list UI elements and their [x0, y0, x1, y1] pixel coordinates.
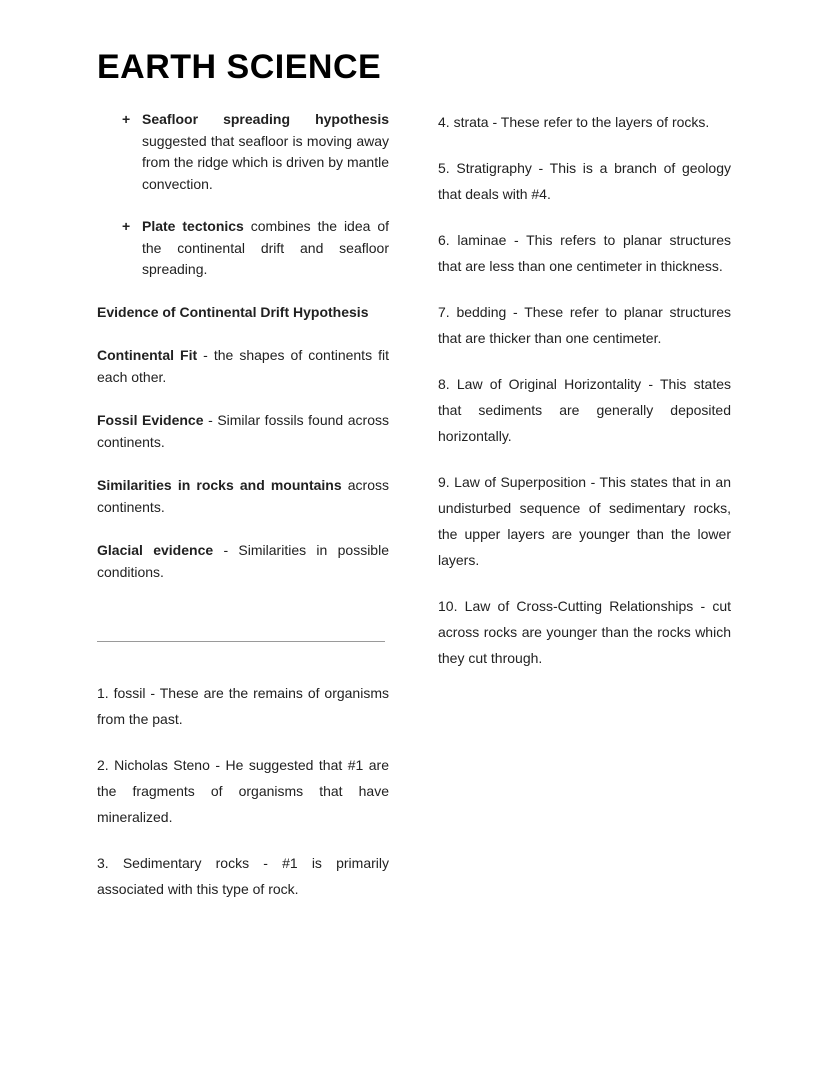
- evidence-term: Fossil Evidence: [97, 412, 204, 428]
- evidence-term: Glacial evidence: [97, 542, 214, 558]
- bullet-term: Seafloor spreading hypothesis: [142, 111, 389, 127]
- numbered-item-10: 10. Law of Cross-Cutting Relationships - cut across rocks are younger than the rocks which they cut through.: [438, 598, 731, 666]
- evidence-item-continental-fit: [97, 345, 389, 388]
- numbered-item-7: 7. bedding - These refer to planar structures that are thicker than one centimeter.: [438, 304, 731, 346]
- bullet-definition: suggested that seafloor is moving away from the ridge which is driven by mantle convection.: [142, 132, 389, 192]
- right-column: [438, 109, 731, 691]
- numbered-item-1: 1. fossil - These are the remains of organisms from the past.: [97, 685, 389, 727]
- bullet-item-plate-tectonics: [97, 216, 389, 281]
- evidence-term: Similarities in rocks and mountains: [97, 477, 342, 493]
- evidence-definition: across continents.: [97, 477, 390, 515]
- section-divider: [97, 641, 385, 642]
- numbered-item-3: 3. Sedimentary rocks - #1 is primarily associated with this type of rock.: [97, 855, 389, 897]
- two-column-layout: [97, 109, 731, 922]
- numbered-item-5: 5. Stratigraphy - This is a branch of geology that deals with #4.: [438, 160, 731, 202]
- page-title: EARTH SCIENCE: [97, 48, 382, 86]
- bullet-marker: +: [122, 111, 131, 127]
- bullet-item-seafloor-spreading: [97, 109, 389, 195]
- bullet-text: [142, 109, 389, 195]
- evidence-definition: - Similarities in possible conditions.: [97, 542, 389, 580]
- evidence-definition: - Similar fossils found across continents.: [97, 412, 389, 450]
- numbered-item-6: 6. laminae - This refers to planar structures that are less than one centimeter in thickness.: [438, 232, 731, 274]
- bullet-definition: combines the idea of the continental drift and seafloor spreading.: [142, 218, 389, 277]
- numbered-item-4: 4. strata - These refer to the layers of rocks.: [438, 114, 710, 130]
- bullet-marker: +: [122, 218, 131, 234]
- numbered-item-2: 2. Nicholas Steno - He suggested that #1 are the fragments of organisms that have mineralized.: [97, 757, 389, 825]
- bullet-term: Plate tectonics: [142, 218, 244, 234]
- numbered-item-8: 8. Law of Original Horizontality - This states that sediments are generally deposited horizontally.: [438, 376, 731, 444]
- evidence-definition: - the shapes of continents fit each other.: [97, 347, 389, 385]
- evidence-term: Continental Fit: [97, 347, 198, 363]
- left-column: [97, 109, 389, 922]
- section-heading-evidence: Evidence of Continental Drift Hypothesis: [97, 303, 369, 320]
- numbered-item-9: 9. Law of Superposition - This states that in an undisturbed sequence of sedimentary rocks, the upper layers are younger than the lower layers.: [438, 474, 731, 568]
- evidence-item-rock-similarities: [97, 475, 389, 518]
- bullet-text: [142, 216, 389, 281]
- evidence-item-glacial-evidence: [97, 540, 389, 583]
- evidence-item-fossil-evidence: [97, 410, 389, 453]
